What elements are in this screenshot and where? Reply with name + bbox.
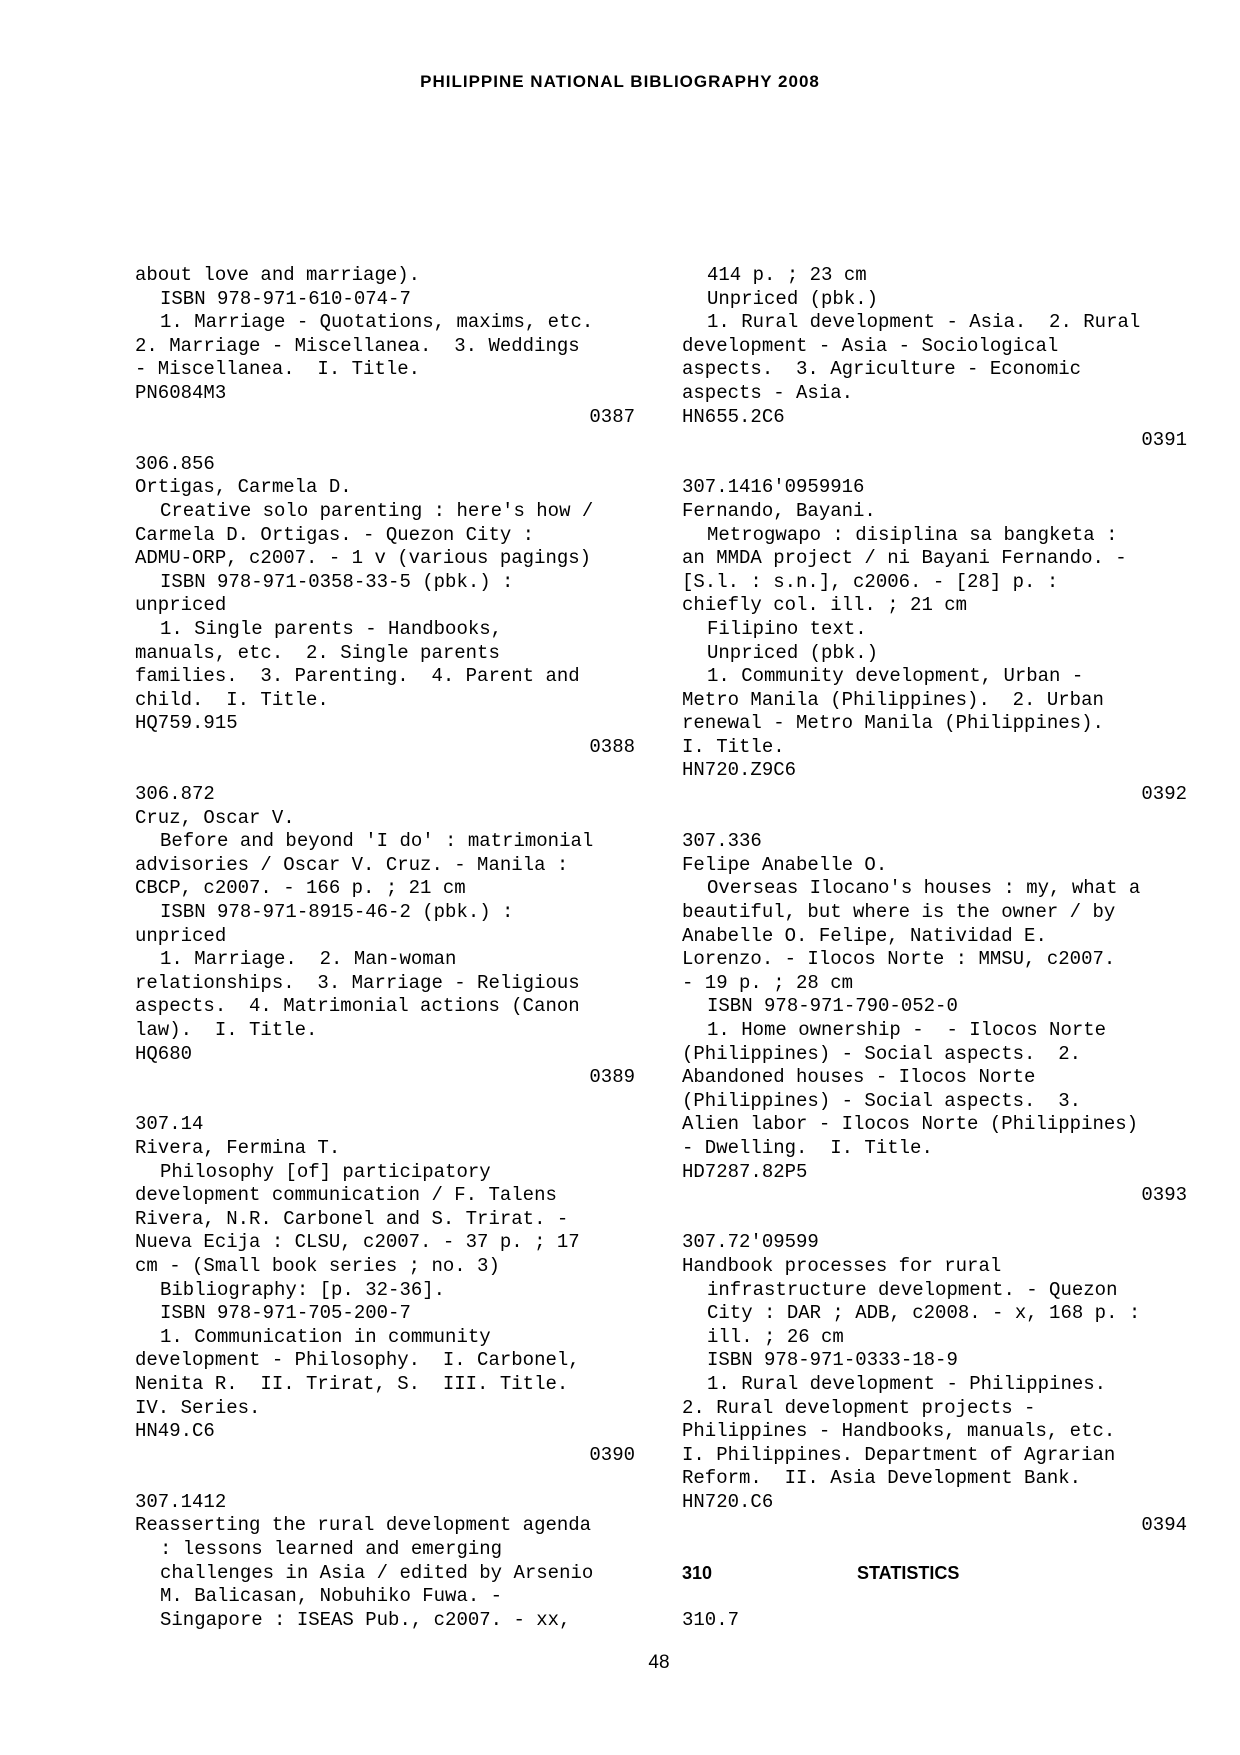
entry-line: 1. Single parents - Handbooks, — [160, 617, 503, 640]
entry-gap — [682, 1538, 1192, 1562]
entry-line: 2. Marriage - Miscellanea. 3. Weddings — [135, 334, 580, 357]
entry-line: 307.72'09599 — [682, 1231, 819, 1254]
entry-line: aspects - Asia. — [682, 381, 854, 404]
entry-line: 1. Marriage - Quotations, maxims, etc. — [160, 311, 594, 334]
entry-line: Lorenzo. - Ilocos Norte : MMSU, c2007. — [682, 948, 1116, 971]
entry-line: 1. Marriage. 2. Man-woman — [160, 948, 457, 971]
entry-line: renewal - Metro Manila (Philippines). — [682, 712, 1104, 735]
entry-line: child. I. Title. — [135, 688, 329, 711]
entry-line: advisories / Oscar V. Cruz. - Manila : — [135, 853, 569, 876]
entry-line: ISBN 978-971-8915-46-2 (pbk.) : — [160, 901, 514, 924]
entry-line: I. Title. — [682, 735, 785, 758]
entry-line: ISBN 978-971-0333-18-9 — [707, 1349, 958, 1372]
entry-gap — [135, 1467, 645, 1491]
entry-line: 310.7 — [682, 1608, 740, 1631]
entry-line: aspects. 3. Agriculture - Economic — [682, 358, 1082, 381]
entry-number: 0390 — [589, 1443, 635, 1466]
entry-line: Rivera, N.R. Carbonel and S. Trirat. - — [135, 1207, 569, 1230]
entry-line: Before and beyond 'I do' : matrimonial — [160, 830, 594, 853]
entry-line: I. Philippines. Department of Agrarian — [682, 1443, 1116, 1466]
entry-line: beautiful, but where is the owner / by — [682, 901, 1116, 924]
entry-line: ISBN 978-971-790-052-0 — [707, 995, 958, 1018]
entry-line: Reform. II. Asia Development Bank. — [682, 1467, 1082, 1490]
left-column — [135, 264, 645, 1632]
entry-line: (Philippines) - Social aspects. 3. — [682, 1089, 1082, 1112]
entry-number: 0391 — [1141, 429, 1187, 452]
entry-line: Creative solo parenting : here's how / — [160, 499, 594, 522]
entry-line: M. Balicasan, Nobuhiko Fuwa. - — [160, 1585, 503, 1608]
entry-gap — [682, 807, 1192, 831]
entry-line: HN720.Z9C6 — [682, 759, 797, 782]
entry-line: development - Philosophy. I. Carbonel, — [135, 1349, 580, 1372]
entry-line: law). I. Title. — [135, 1019, 318, 1041]
entry-line: ill. ; 26 cm — [707, 1325, 844, 1348]
entry-line: relationships. 3. Marriage - Religious — [135, 971, 580, 994]
entry-line: about love and marriage). — [135, 264, 421, 286]
entry-number: 0387 — [589, 405, 635, 428]
entry-number: 0388 — [589, 735, 635, 758]
entry-line: Reasserting the rural development agenda — [135, 1514, 592, 1537]
entry-line: development - Asia - Sociological — [682, 334, 1059, 357]
entry-line: Metro Manila (Philippines). 2. Urban — [682, 688, 1104, 711]
entry-line: 2. Rural development projects - — [682, 1396, 1036, 1419]
entry-line: 306.856 — [135, 452, 215, 475]
entry-gap — [135, 1090, 645, 1114]
entry-line: Abandoned houses - Ilocos Norte — [682, 1066, 1036, 1089]
entry-line: 307.1412 — [135, 1490, 227, 1513]
entry-line: (Philippines) - Social aspects. 2. — [682, 1042, 1082, 1065]
entry-line: Nueva Ecija : CLSU, c2007. - 37 p. ; 17 — [135, 1231, 580, 1254]
entry-line: - 19 p. ; 28 cm — [682, 971, 854, 994]
entry-line: ISBN 978-971-705-200-7 — [160, 1302, 411, 1325]
entry-line: PN6084M3 — [135, 381, 227, 404]
entry-line: aspects. 4. Matrimonial actions (Canon — [135, 995, 580, 1018]
entry-line: Cruz, Oscar V. — [135, 806, 295, 829]
entry-line: [S.l. : s.n.], c2006. - [28] p. : — [682, 570, 1059, 593]
entry-line: Ortigas, Carmela D. — [135, 476, 352, 499]
entry-line: 1. Home ownership - - Ilocos Norte — [707, 1019, 1107, 1041]
entry-line: Nenita R. II. Trirat, S. III. Title. — [135, 1372, 569, 1395]
page-title: PHILIPPINE NATIONAL BIBLIOGRAPHY 2008 — [420, 72, 820, 91]
entry-line: IV. Series. — [135, 1396, 261, 1419]
entry-line: Overseas Ilocano's houses : my, what a — [707, 877, 1141, 900]
entry-gap — [682, 453, 1192, 477]
entry-line: an MMDA project / ni Bayani Fernando. - — [682, 547, 1127, 570]
entry-line: 1. Communication in community — [160, 1325, 491, 1348]
entry-line: HQ759.915 — [135, 712, 238, 735]
entry-line: : lessons learned and emerging — [160, 1538, 503, 1561]
entry-number: 0394 — [1141, 1514, 1187, 1537]
entry-line: - Miscellanea. I. Title. — [135, 358, 421, 381]
entry-line: Alien labor - Ilocos Norte (Philippines) — [682, 1113, 1139, 1136]
entry-line: CBCP, c2007. - 166 p. ; 21 cm — [135, 877, 466, 900]
entry-line: 307.336 — [682, 830, 762, 853]
entry-line: families. 3. Parenting. 4. Parent and — [135, 665, 580, 688]
entry-line: Metrogwapo : disiplina sa bangketa : — [707, 523, 1118, 546]
entry-line: chiefly col. ill. ; 21 cm — [682, 594, 968, 617]
entry-line: 414 p. ; 23 cm — [707, 264, 867, 286]
entry-line: Fernando, Bayani. — [682, 499, 876, 522]
entry-gap — [682, 1585, 1192, 1609]
entry-line: HN720.C6 — [682, 1490, 774, 1513]
entry-line: 1. Rural development - Asia. 2. Rural — [707, 311, 1141, 334]
entry-line: unpriced — [135, 594, 227, 617]
entry-line: Felipe Anabelle O. — [682, 853, 888, 876]
entry-line: 306.872 — [135, 783, 215, 806]
entry-line: Handbook processes for rural — [682, 1254, 1002, 1277]
entry-line: HD7287.82P5 — [682, 1160, 808, 1183]
entry-line: Philosophy [of] participatory — [160, 1160, 491, 1183]
entry-line: 307.1416'0959916 — [682, 476, 865, 499]
entry-gap — [682, 1208, 1192, 1232]
entry-line: - Dwelling. I. Title. — [682, 1136, 933, 1159]
entry-line: Philippines - Handbooks, manuals, etc. — [682, 1420, 1116, 1443]
entry-line: City : DAR ; ADB, c2008. - x, 168 p. : — [707, 1302, 1141, 1325]
entry-line: Carmela D. Ortigas. - Quezon City : — [135, 523, 535, 546]
entry-line: 1. Rural development - Philippines. — [707, 1372, 1107, 1395]
entry-number: 0393 — [1141, 1184, 1187, 1207]
entry-line: challenges in Asia / edited by Arsenio — [160, 1561, 594, 1584]
entry-line: HN49.C6 — [135, 1420, 215, 1443]
entry-line: Bibliography: [p. 32-36]. — [160, 1278, 446, 1301]
entry-line: Unpriced (pbk.) — [707, 641, 879, 664]
entry-number: 0389 — [589, 1066, 635, 1089]
entry-line: development communication / F. Talens — [135, 1184, 557, 1207]
entry-line: ISBN 978-971-610-074-7 — [160, 287, 411, 310]
entry-line: ISBN 978-971-0358-33-5 (pbk.) : — [160, 570, 514, 593]
right-column — [682, 264, 1192, 1632]
entry-line: ADMU-ORP, c2007. - 1 v (various pagings) — [135, 547, 592, 570]
entry-line: Filipino text. — [707, 617, 867, 640]
entry-line: cm - (Small book series ; no. 3) — [135, 1254, 500, 1277]
entry-line: unpriced — [135, 924, 227, 947]
entry-line: manuals, etc. 2. Single parents — [135, 641, 500, 664]
entry-line: Singapore : ISEAS Pub., c2007. - xx, — [160, 1608, 571, 1631]
section-heading — [682, 1562, 1192, 1586]
entry-gap — [135, 429, 645, 453]
entry-line: HQ680 — [135, 1042, 193, 1065]
entry-line: Anabelle O. Felipe, Natividad E. — [682, 924, 1047, 947]
section-code: 310 — [682, 1562, 713, 1583]
page-number: 48 — [648, 1652, 670, 1673]
entry-line: 307.14 — [135, 1113, 204, 1136]
entry-line: infrastructure development. - Quezon — [707, 1278, 1118, 1301]
entry-line: 1. Community development, Urban - — [707, 665, 1084, 688]
entry-number: 0392 — [1141, 783, 1187, 806]
entry-gap — [135, 759, 645, 783]
entry-line: HN655.2C6 — [682, 405, 785, 428]
entry-line: Rivera, Fermina T. — [135, 1136, 341, 1159]
entry-line: Unpriced (pbk.) — [707, 287, 879, 310]
section-label: STATISTICS — [857, 1562, 960, 1583]
